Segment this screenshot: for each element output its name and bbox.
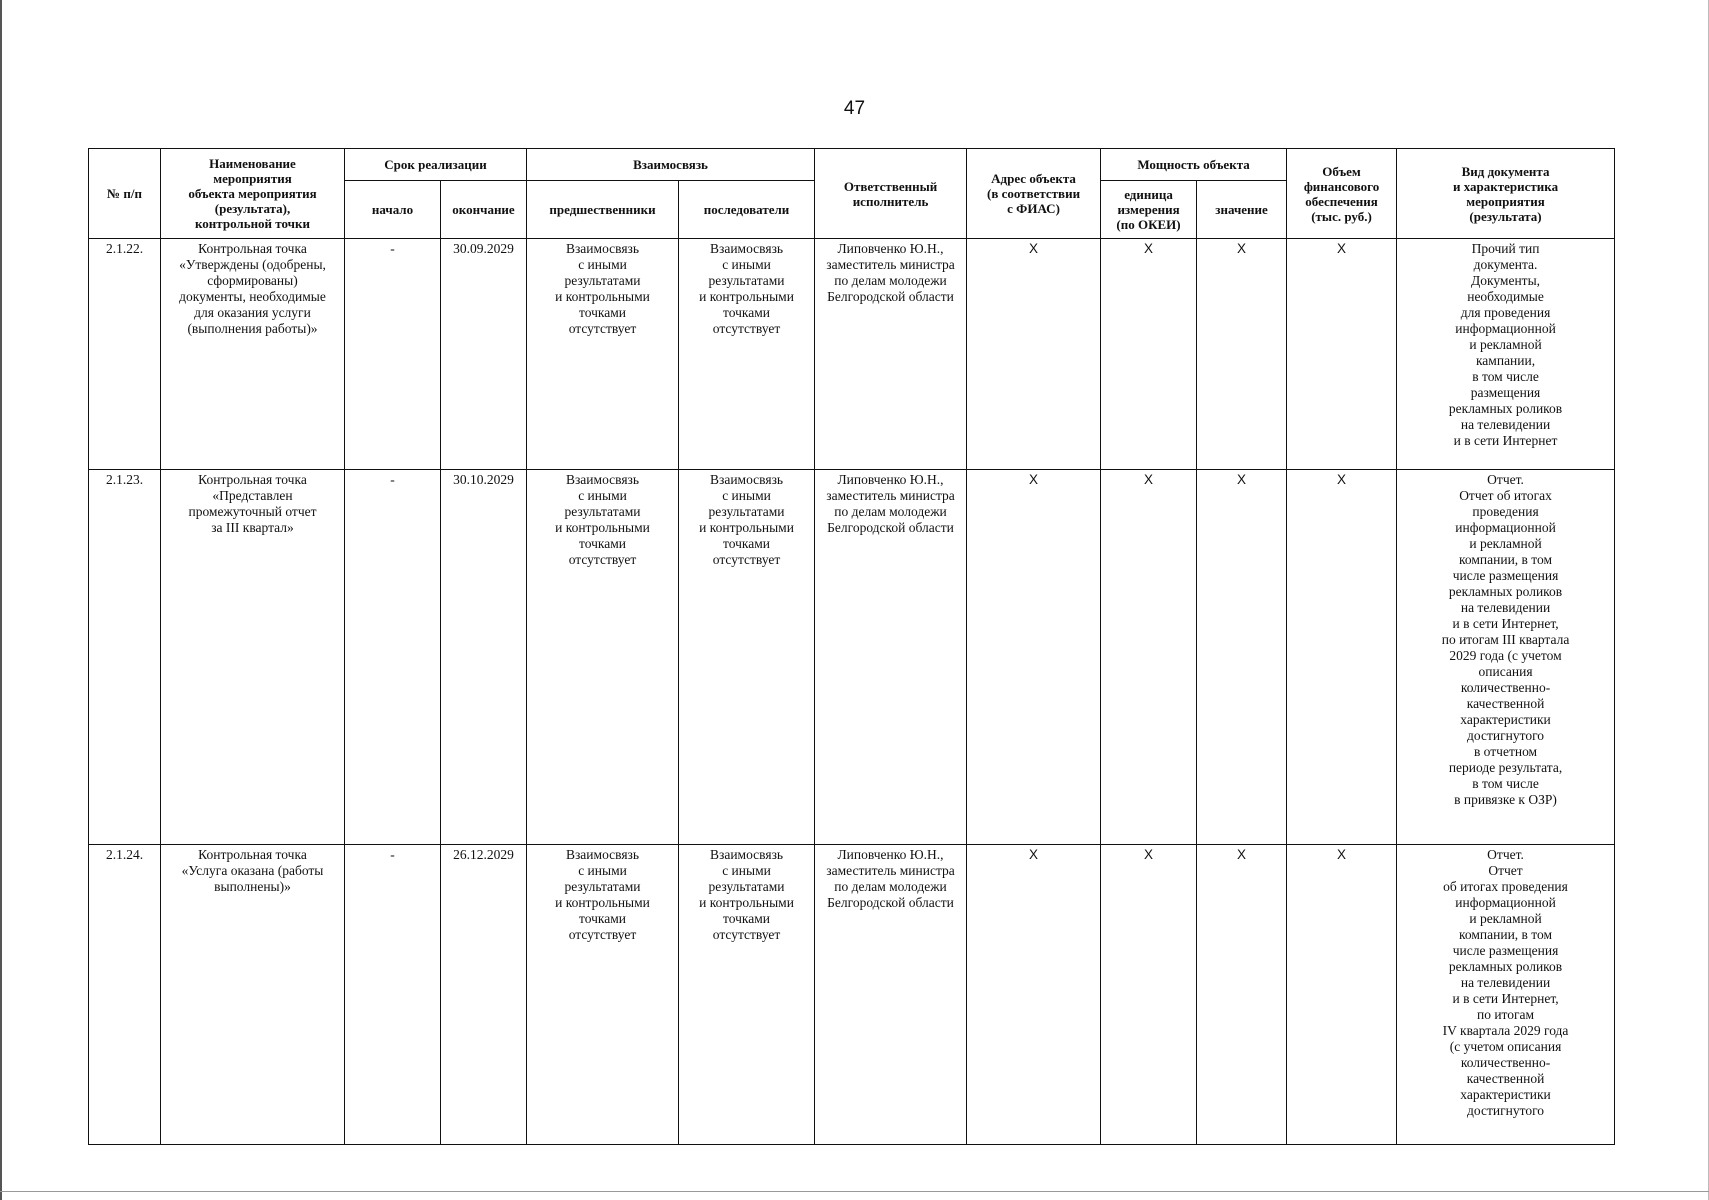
page-number: 47 [843, 98, 866, 119]
row-value: X [1197, 470, 1287, 845]
row-responsible: Липовченко Ю.Н., заместитель министра по делам молодежи Белгородской области [815, 845, 967, 1145]
row-value: X [1197, 845, 1287, 1145]
row-end: 30.10.2029 [441, 470, 527, 845]
row-unit: X [1101, 470, 1197, 845]
header-relation: Взаимосвязь [527, 149, 815, 181]
row-end: 30.09.2029 [441, 239, 527, 470]
header-predecessors: предшественники [527, 181, 679, 239]
row-address: X [967, 470, 1101, 845]
row-predecessors: Взаимосвязь с иными результатами и контрольными точками отсутствует [527, 239, 679, 470]
header-term: Срок реализации [345, 149, 527, 181]
row-num: 2.1.22. [89, 239, 161, 470]
row-name: Контрольная точка «Утверждены (одобрены, сформированы) документы, необходимые для оказания услуги (выполнения работы)» [161, 239, 345, 470]
plan-table [88, 148, 1615, 1145]
row-responsible: Липовченко Ю.Н., заместитель министра по делам молодежи Белгородской области [815, 239, 967, 470]
header-value: значение [1197, 181, 1287, 239]
header-capacity: Мощность объекта [1101, 149, 1287, 181]
table-row [89, 845, 1615, 1145]
header-name: Наименование мероприятия объекта мероприятия (результата), контрольной точки [161, 149, 345, 239]
scan-edge-left [0, 0, 2, 1200]
header-responsible: Ответственный исполнитель [815, 149, 967, 239]
row-responsible: Липовченко Ю.Н., заместитель министра по делам молодежи Белгородской области [815, 470, 967, 845]
row-address: X [967, 239, 1101, 470]
header-address: Адрес объекта (в соответствии с ФИАС) [967, 149, 1101, 239]
row-end: 26.12.2029 [441, 845, 527, 1145]
row-start: - [345, 470, 441, 845]
row-unit: X [1101, 239, 1197, 470]
table-row [89, 239, 1615, 470]
row-finance: X [1287, 239, 1397, 470]
row-num: 2.1.23. [89, 470, 161, 845]
header-term-start: начало [345, 181, 441, 239]
header-doc: Вид документа и характеристика мероприятия (результата) [1397, 149, 1615, 239]
header-term-end: окончание [441, 181, 527, 239]
row-successors: Взаимосвязь с иными результатами и контрольными точками отсутствует [679, 239, 815, 470]
row-name: Контрольная точка «Услуга оказана (работы выполнены)» [161, 845, 345, 1145]
header-finance: Объем финансового обеспечения (тыс. руб.) [1287, 149, 1397, 239]
row-finance: X [1287, 845, 1397, 1145]
header-num: № п/п [89, 149, 161, 239]
row-successors: Взаимосвязь с иными результатами и контрольными точками отсутствует [679, 845, 815, 1145]
row-value: X [1197, 239, 1287, 470]
table-row [89, 470, 1615, 845]
row-start: - [345, 845, 441, 1145]
row-predecessors: Взаимосвязь с иными результатами и контрольными точками отсутствует [527, 845, 679, 1145]
row-doc: Отчет. Отчет об итогах проведения информационной и рекламной компании, в том числе размещения рекламных роликов на телевидении и в сети Интернет, по итогам IV квартала 2029 года (с учетом описания количественно- качественной характеристики достигнутого [1397, 845, 1615, 1145]
row-finance: X [1287, 470, 1397, 845]
row-num: 2.1.24. [89, 845, 161, 1145]
row-name: Контрольная точка «Представлен промежуточный отчет за III квартал» [161, 470, 345, 845]
scan-edge-bottom [0, 1191, 1709, 1192]
header-successors: последователи [679, 181, 815, 239]
header-unit: единица измерения (по ОКЕИ) [1101, 181, 1197, 239]
row-start: - [345, 239, 441, 470]
row-predecessors: Взаимосвязь с иными результатами и контрольными точками отсутствует [527, 470, 679, 845]
row-successors: Взаимосвязь с иными результатами и контрольными точками отсутствует [679, 470, 815, 845]
row-doc: Отчет. Отчет об итогах проведения информационной и рекламной компании, в том числе размещения рекламных роликов на телевидении и в сети Интернет, по итогам III квартала 2029 года (с учетом описания количественно- качественной характеристики достигнутого в отчетном периоде результата, в том числе в привязке к ОЗР) [1397, 470, 1615, 845]
row-address: X [967, 845, 1101, 1145]
header-row-1 [89, 149, 1615, 181]
row-unit: X [1101, 845, 1197, 1145]
row-doc: Прочий тип документа. Документы, необходимые для проведения информационной и рекламной кампании, в том числе размещения рекламных роликов на телевидении и в сети Интернет [1397, 239, 1615, 470]
